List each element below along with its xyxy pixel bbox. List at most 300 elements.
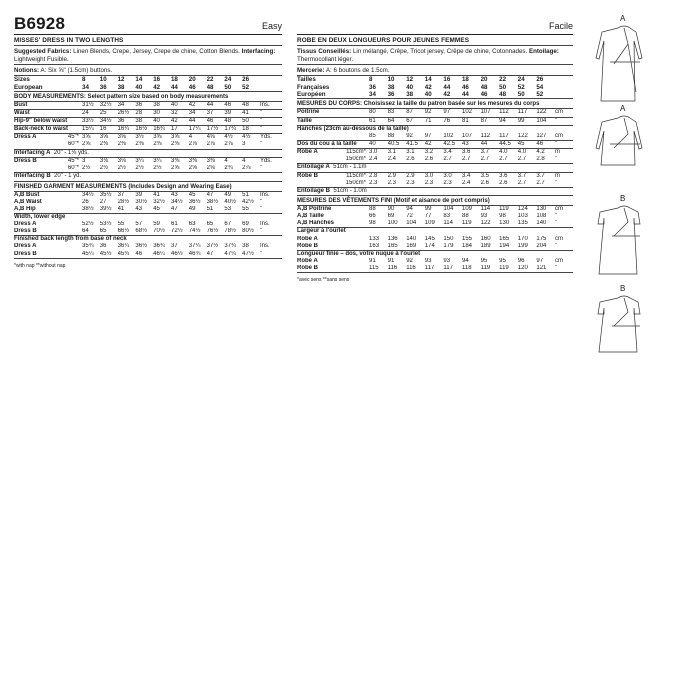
cell-value: 61 xyxy=(369,117,388,125)
table-row xyxy=(297,109,573,117)
cell-value: 47 xyxy=(206,191,214,198)
cell-value: 34 xyxy=(118,102,136,110)
size-value: 54 xyxy=(536,83,544,91)
unit: cm xyxy=(555,133,573,141)
table-row xyxy=(297,133,573,141)
cell-value: 2.7 xyxy=(499,156,518,164)
cell-value: 2⅜ xyxy=(153,141,171,149)
cell-value: 44.5 xyxy=(499,140,518,148)
unit: cm xyxy=(554,258,563,265)
fabric-width: 45"* xyxy=(67,134,79,141)
row-label: Robe B xyxy=(297,265,369,273)
size-value: 40 xyxy=(135,84,153,92)
cell-value: 16½ xyxy=(135,126,153,134)
cell-value: 3.7 xyxy=(517,172,527,179)
hanches-title: Hanches (23cm au-dessous de la taille) xyxy=(297,125,409,132)
cell-value: 3.4 xyxy=(461,172,471,179)
cell-value: 3.0 xyxy=(369,148,378,155)
french-header xyxy=(297,14,573,35)
dress-a-yardage xyxy=(14,134,282,149)
table-row xyxy=(297,76,573,83)
cell-value: 26½ xyxy=(118,110,136,118)
english-header xyxy=(14,14,282,35)
cell-value: 44 xyxy=(207,102,225,110)
cell-value: 109 xyxy=(425,220,444,228)
unit: m xyxy=(554,172,560,179)
cell-value: 88 xyxy=(461,213,469,220)
body-measurements-title-fr: MESURES DU CORPS: Choisissez la taille du patron basée sur les mesures du corps xyxy=(297,99,573,109)
cell-value: 2⅞ xyxy=(224,141,242,149)
table-row xyxy=(14,206,282,214)
row-label: Dress A xyxy=(14,221,37,228)
size-value: 50 xyxy=(224,84,242,92)
length-title: Finished back length from base of neck xyxy=(14,236,127,243)
size-value: 52 xyxy=(242,84,260,92)
unit: " xyxy=(555,180,573,188)
cell-value: 64 xyxy=(388,117,407,125)
cell-value: 4.0 xyxy=(517,148,527,155)
notions-note: Notions: A: Six ⅝" (1.5cm) buttons. xyxy=(14,65,282,76)
cell-value: 68½ xyxy=(135,228,153,236)
cell-value: 83 xyxy=(443,213,451,220)
cell-value: 48 xyxy=(224,118,242,126)
cell-value: 40 xyxy=(171,102,189,110)
row-label: Hip-9" below waist xyxy=(14,118,82,126)
length-title-fr: Longueur finie – dos, votre nuque à l'ourlet xyxy=(297,250,421,257)
cell-value: 49 xyxy=(224,191,232,198)
cell-value: 119 xyxy=(462,220,481,228)
cell-value: 97 xyxy=(443,109,462,117)
row-label: Dress A xyxy=(14,243,37,250)
cell-value: 2⅜ xyxy=(135,141,153,149)
cell-value: 15¼ xyxy=(82,126,100,134)
measurement-table xyxy=(14,243,282,258)
cell-value: 155 xyxy=(461,235,472,242)
cell-value: 38 xyxy=(242,243,249,250)
cell-value: 74½ xyxy=(189,228,207,236)
measurement-table xyxy=(297,236,573,251)
cell-value: 112 xyxy=(481,133,500,141)
cell-value: 140 xyxy=(406,235,417,242)
cell-value: 34 xyxy=(189,110,207,118)
cell-value: 16¾ xyxy=(153,126,171,134)
fabric-width: 150cm* xyxy=(335,156,369,164)
size-value: 20 xyxy=(188,76,196,84)
unit: cm xyxy=(554,235,563,242)
size-value: 42 xyxy=(424,83,432,91)
cell-value: 24 xyxy=(82,110,100,118)
size-value: 34 xyxy=(369,91,388,99)
unit: " xyxy=(260,228,282,236)
interfacing-b: Interfacing B 20" - 1 yd. xyxy=(14,173,282,181)
measurement-table xyxy=(14,221,282,236)
pattern-code: B6928 xyxy=(14,14,66,33)
row-label: Back-neck to waist xyxy=(14,126,82,134)
cell-value: 95 xyxy=(499,258,506,265)
cell-value: 51 xyxy=(207,206,225,214)
unit: " xyxy=(260,118,282,126)
cell-value: 2.7 xyxy=(443,156,462,164)
size-value: 24 xyxy=(517,76,525,84)
cell-value: 4 xyxy=(224,157,228,164)
cell-value: 49 xyxy=(189,206,207,214)
cell-value: 37¾ xyxy=(224,243,237,250)
difficulty-level: Easy xyxy=(261,21,282,31)
size-value: 36 xyxy=(100,84,118,92)
size-value: 48 xyxy=(480,83,488,91)
cell-value: 46 xyxy=(224,102,242,110)
unit: cm xyxy=(554,206,563,213)
table-row xyxy=(297,140,573,148)
cell-value: 133 xyxy=(369,235,380,242)
cell-value: 39½ xyxy=(100,206,118,214)
size-value: 42 xyxy=(443,91,462,99)
cell-value: 170 xyxy=(517,235,528,242)
table-row xyxy=(14,141,282,149)
width-title: Width, lower edge xyxy=(14,213,66,220)
cell-value: 3⅜ xyxy=(188,157,198,164)
cell-value: 91 xyxy=(369,258,376,265)
size-value: 22 xyxy=(499,76,507,84)
cell-value: 92 xyxy=(406,258,413,265)
cell-value: 38 xyxy=(135,118,153,126)
cell-value: 2⅞ xyxy=(242,165,260,173)
body-measurements-title: BODY MEASUREMENTS: Select pattern size based on body measurements xyxy=(14,92,282,102)
cell-value: 104 xyxy=(536,117,555,125)
cell-value: 25 xyxy=(100,110,118,118)
cell-value: 40 xyxy=(369,140,388,148)
cell-value: 2.7 xyxy=(481,156,500,164)
size-value: 14 xyxy=(135,76,143,84)
cell-value: 43 xyxy=(135,206,153,214)
cell-value: 102 xyxy=(462,109,481,117)
size-value: 44 xyxy=(171,84,189,92)
cell-value: 80½ xyxy=(242,228,260,236)
row-label: Robe B xyxy=(297,243,369,251)
row-label: European xyxy=(14,84,82,92)
cell-value: 175 xyxy=(536,235,547,242)
size-table xyxy=(14,76,282,92)
unit: " xyxy=(260,141,282,149)
cell-value: 98 xyxy=(369,220,388,228)
size-value: 38 xyxy=(118,84,136,92)
table-row xyxy=(297,265,573,273)
cell-value: 69 xyxy=(242,221,249,228)
cell-value: 2⅜ xyxy=(171,141,189,149)
cell-value: 127 xyxy=(536,133,555,141)
cell-value: 3 xyxy=(82,157,86,164)
cell-value: 94 xyxy=(461,258,469,265)
size-value: 8 xyxy=(369,76,373,84)
cell-value: 16 xyxy=(100,126,118,134)
cell-value: 194 xyxy=(499,243,518,251)
cell-value: 114 xyxy=(480,206,491,213)
cell-value: 88 xyxy=(388,133,407,141)
cell-value: 38½ xyxy=(82,206,100,214)
cell-value: 117 xyxy=(425,265,444,273)
table-row xyxy=(297,117,573,125)
cell-value: 36 xyxy=(135,102,153,110)
unit: " xyxy=(555,265,573,273)
cell-value: 34½ xyxy=(82,191,94,198)
cell-value: 87 xyxy=(481,117,500,125)
cell-value: 2.7 xyxy=(518,156,537,164)
french-column xyxy=(297,14,573,283)
finished-measurements-table xyxy=(14,192,282,214)
row-label: A,B Hanches xyxy=(297,220,369,228)
entoilage-b: Entoilage B 51cm - 1.0m xyxy=(297,188,573,196)
table-row xyxy=(297,173,573,180)
unit: Yds. xyxy=(259,157,272,164)
garment-title-fr: ROBE EN DEUX LONGUEURS POUR JEUNES FEMMES xyxy=(297,35,573,46)
cell-value: 2.4 xyxy=(462,180,481,188)
figure-label: A xyxy=(620,14,626,23)
table-row xyxy=(297,243,573,251)
cell-value: 42 xyxy=(189,102,207,110)
cell-value: 2.4 xyxy=(369,156,388,164)
cell-value: 83 xyxy=(388,109,407,117)
cell-value: 67 xyxy=(406,117,425,125)
size-value: 50 xyxy=(518,91,537,99)
dress-b-short-sketch xyxy=(588,284,666,374)
finished-measurements-title: FINISHED GARMENT MEASUREMENTS (Includes Design and Wearing Ease) xyxy=(14,182,282,192)
cell-value: 135 xyxy=(518,220,537,228)
entoilage-a: Entoilage A 51cm - 1.1m xyxy=(297,164,573,172)
size-value: 36 xyxy=(369,83,376,91)
size-value: 44 xyxy=(443,83,451,91)
fabrics-paragraph: Suggested Fabrics: Linen Blends, Crepe, Jersey, Crepe de chine, Cotton Blends. Interfacing: Lightweight Fusible. xyxy=(14,46,282,65)
cell-value: 3⅝ xyxy=(82,134,91,141)
difficulty-level-fr: Facile xyxy=(548,21,573,31)
cell-value: 18 xyxy=(242,126,260,134)
figure-b-long xyxy=(588,194,666,284)
table-row xyxy=(14,110,282,118)
cell-value: 42 xyxy=(171,118,189,126)
size-value: 16 xyxy=(443,76,451,84)
cell-value: 35½ xyxy=(99,191,112,198)
cell-value: 124 xyxy=(517,206,528,213)
measurement-table xyxy=(297,149,573,164)
cell-value: 4½ xyxy=(224,134,233,141)
fabric-width: 115cm* xyxy=(346,148,366,155)
cell-value: 2½ xyxy=(118,165,136,173)
cell-value: 4⅝ xyxy=(206,134,215,141)
cell-value: 69 xyxy=(387,213,395,220)
size-chart xyxy=(14,76,282,92)
unit: cm xyxy=(555,109,573,117)
cell-value: 70½ xyxy=(153,228,171,236)
cell-value: 3.6 xyxy=(499,172,508,179)
size-value: 44 xyxy=(462,91,481,99)
cell-value: 98 xyxy=(499,213,506,220)
row-label: Dos du cou à la taille xyxy=(297,140,369,148)
cell-value: 46¾ xyxy=(189,251,207,259)
cell-value: 36 xyxy=(118,118,136,126)
figure-a-front xyxy=(588,14,666,104)
notions-note-fr: Mercerie: A: 6 boutons de 1.5cm. xyxy=(297,65,573,76)
cell-value: 40½ xyxy=(224,198,237,205)
size-value: 14 xyxy=(424,76,432,84)
cell-value: 119 xyxy=(499,206,509,213)
cell-value: 2⅞ xyxy=(207,141,225,149)
row-label: Tailles xyxy=(297,76,316,84)
cell-value: 2.8 xyxy=(369,172,378,179)
cell-value: 199 xyxy=(518,243,537,251)
cell-value: 36½ xyxy=(135,243,148,250)
cell-value: 3.4 xyxy=(443,148,452,155)
cell-value: 41.5 xyxy=(406,140,425,148)
cell-value: 97 xyxy=(425,133,444,141)
table-row xyxy=(14,158,282,165)
table-row xyxy=(14,76,282,83)
size-value: 46 xyxy=(481,91,500,99)
cell-value: 67 xyxy=(224,221,232,228)
dress-a-long-sketch xyxy=(588,14,666,104)
unit: " xyxy=(555,156,573,164)
cell-value: 189 xyxy=(481,243,500,251)
cell-value: 45¼ xyxy=(82,251,100,259)
row-label: Robe A xyxy=(297,258,318,265)
cell-value: 46 xyxy=(536,140,555,148)
cell-value: 96 xyxy=(517,258,525,265)
cell-value: 46½ xyxy=(171,251,189,259)
measurement-table xyxy=(14,102,282,134)
cell-value: 48 xyxy=(242,102,260,110)
cell-value: 2⅝ xyxy=(171,165,189,173)
cell-value: 3.0 xyxy=(424,172,434,179)
cell-value: 104 xyxy=(406,220,425,228)
cell-value: 43 xyxy=(170,191,178,198)
table-row xyxy=(14,118,282,126)
unit: " xyxy=(260,206,282,214)
cell-value: 3⅜ xyxy=(206,157,215,164)
cell-value: 61 xyxy=(170,221,178,228)
cell-value: 122 xyxy=(518,133,537,141)
cell-value: 97 xyxy=(536,258,544,265)
cell-value: 28 xyxy=(135,110,153,118)
cell-value: 3¼ xyxy=(153,157,162,164)
cell-value: 103 xyxy=(517,213,528,220)
cell-value: 72½ xyxy=(171,228,189,236)
cell-value: 27 xyxy=(99,198,107,205)
unit: Ins. xyxy=(260,102,282,110)
cell-value: 88 xyxy=(369,206,376,213)
row-label: Dress B xyxy=(14,157,37,164)
cell-value: 150 xyxy=(443,235,454,242)
cell-value: 46 xyxy=(135,251,153,259)
cell-value: 34½ xyxy=(100,118,118,126)
dress-b-yardage xyxy=(14,158,282,173)
cell-value: 136 xyxy=(387,235,398,242)
cell-value: 76 xyxy=(443,117,462,125)
cell-value: 37½ xyxy=(206,243,219,250)
cell-value: 76½ xyxy=(207,228,225,236)
row-label: A,B Poitrine xyxy=(297,206,332,213)
cell-value: 3.2 xyxy=(424,148,434,155)
unit: " xyxy=(260,165,282,173)
cell-value: 120 xyxy=(518,265,537,273)
table-row xyxy=(297,84,573,91)
cell-value: 57 xyxy=(135,221,143,228)
body-measurements-table-fr xyxy=(297,109,573,125)
garment-title: MISSES' DRESS IN TWO LENGTHS xyxy=(14,35,282,46)
table-row xyxy=(297,206,573,213)
size-value: 8 xyxy=(82,76,86,84)
cell-value: 32½ xyxy=(153,198,165,205)
unit: " xyxy=(260,110,282,118)
cell-value: 104 xyxy=(443,206,454,213)
size-table xyxy=(297,76,573,99)
cell-value: 91 xyxy=(387,258,395,265)
row-label: A,B Waist xyxy=(14,198,42,205)
cell-value: 36¾ xyxy=(153,243,165,250)
unit: Yds. xyxy=(259,134,272,141)
size-value: 10 xyxy=(387,76,395,84)
cell-value: 117 xyxy=(518,109,537,117)
table-row xyxy=(14,221,282,228)
size-value: 12 xyxy=(117,76,125,84)
cell-value: 3.1 xyxy=(406,148,415,155)
fabric-width: 60"* xyxy=(52,165,82,173)
row-label xyxy=(14,141,52,149)
cell-value: 46 xyxy=(207,118,225,126)
cell-value: 3⅝ xyxy=(99,134,109,141)
cell-value: 40 xyxy=(153,118,171,126)
cell-value: 3.7 xyxy=(536,172,545,179)
cell-value: 78½ xyxy=(224,228,242,236)
cell-value: 42½ xyxy=(242,198,254,205)
size-value: 16 xyxy=(153,76,161,84)
cell-value: 3⅜ xyxy=(170,157,180,164)
cell-value: 30 xyxy=(153,110,171,118)
size-value: 38 xyxy=(406,91,425,99)
cell-value: 2⅜ xyxy=(118,141,136,149)
table-row xyxy=(297,149,573,156)
cell-value: 41 xyxy=(242,110,260,118)
cell-value: 109 xyxy=(461,206,472,213)
figures-column xyxy=(588,14,666,374)
unit: " xyxy=(555,117,573,125)
cell-value: 87 xyxy=(406,109,425,117)
size-value: 12 xyxy=(406,76,414,84)
finished-measurements-table-fr xyxy=(297,206,573,228)
row-label: Poitrine xyxy=(297,109,369,117)
cell-value: 55 xyxy=(117,221,125,228)
fabric-width: 60"* xyxy=(52,141,82,149)
measurement-table xyxy=(14,134,282,149)
cell-value: 107 xyxy=(462,133,481,141)
row-label: Bust xyxy=(14,102,82,110)
cell-value: 115 xyxy=(369,265,388,273)
cell-value: 30½ xyxy=(135,198,148,205)
interfacing-a: Interfacing A 20" - 1⅛ yds. xyxy=(14,150,282,158)
size-value: 52 xyxy=(517,83,525,91)
row-label xyxy=(297,156,335,164)
cell-value: 65 xyxy=(206,221,214,228)
table-row xyxy=(14,251,282,259)
cell-value: 47 xyxy=(171,206,189,214)
cell-value: 45 xyxy=(518,140,537,148)
row-label: A,B Hip xyxy=(14,206,82,214)
size-value: 34 xyxy=(82,84,100,92)
cell-value: 3⅝ xyxy=(153,134,162,141)
unit: Ins. xyxy=(259,191,270,198)
cell-value: 38 xyxy=(153,102,171,110)
table-row xyxy=(14,228,282,236)
cell-value: 117 xyxy=(443,265,462,273)
cell-value: 2½ xyxy=(153,165,171,173)
cell-value: 108 xyxy=(536,213,547,220)
